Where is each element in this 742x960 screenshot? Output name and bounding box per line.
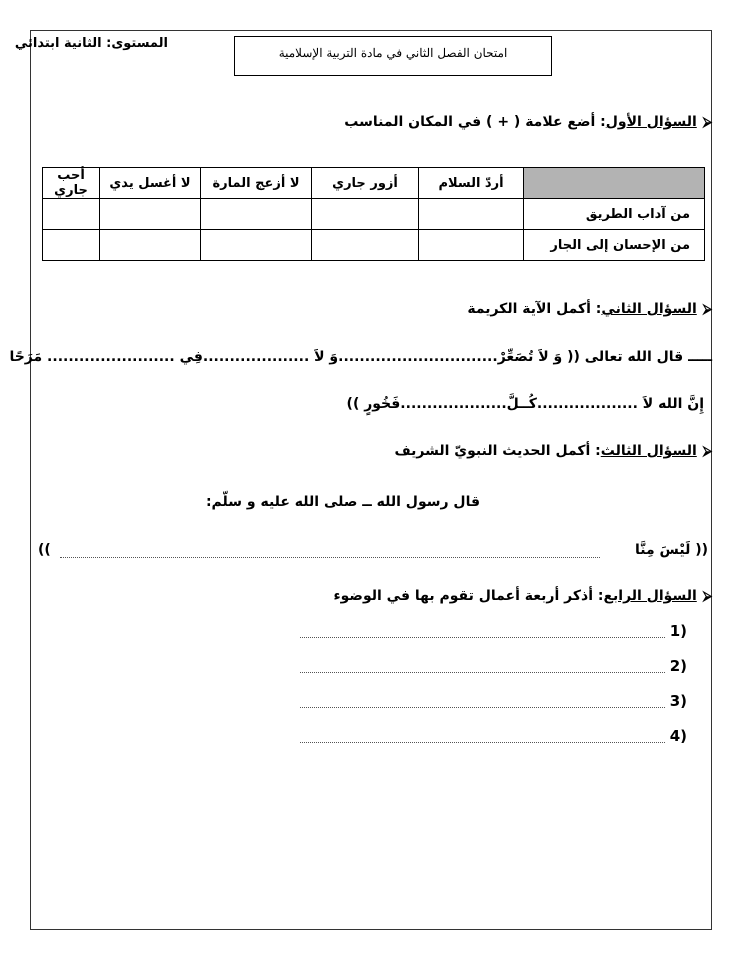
answer-number: 4)	[669, 727, 687, 745]
answer-cell[interactable]	[201, 230, 312, 261]
exam-title-box	[234, 36, 552, 76]
answer-cell[interactable]	[312, 199, 419, 230]
arrow-bullet-icon: ⮚	[702, 589, 712, 604]
question-3-label: السؤال الثالث	[600, 443, 697, 459]
answer-line[interactable]	[300, 693, 665, 708]
question-4-heading	[334, 588, 713, 604]
question-4-label: السؤال الرابع	[603, 588, 697, 604]
answer-line[interactable]	[300, 623, 665, 638]
hadith-end: ))	[38, 542, 51, 558]
answer-cell[interactable]	[43, 199, 100, 230]
student-level: المستوى: الثانية ابتدائي	[14, 36, 168, 51]
table-corner-cell	[524, 168, 705, 199]
question-4-instruction: : أذكر أربعة أعمال تقوم بها في الوضوء	[333, 588, 604, 604]
arrow-bullet-icon: ⮚	[702, 115, 712, 130]
arrow-bullet-icon: ⮚	[702, 444, 712, 459]
question-2-heading	[467, 301, 712, 317]
question-3-heading	[394, 443, 712, 459]
table-row	[43, 199, 705, 230]
question-1-instruction: : أضع علامة ( + ) في المكان المناسب	[344, 114, 606, 130]
table-row-label: من الإحسان إلى الجار	[524, 230, 705, 261]
table-row-label: من آداب الطريق	[524, 199, 705, 230]
question-3-instruction: : أكمل الحديث النبويّ الشريف	[394, 443, 601, 459]
answer-number: 1)	[669, 622, 687, 640]
table-header-row	[43, 168, 705, 199]
answer-cell[interactable]	[201, 199, 312, 230]
hadith-start: (( لَيْسَ مِنَّا	[635, 542, 708, 558]
question-2-label: السؤال الثاني	[601, 301, 697, 317]
arrow-bullet-icon: ⮚	[702, 302, 712, 317]
question-1-label: السؤال الأول	[605, 114, 697, 130]
answer-line[interactable]	[300, 658, 665, 673]
hadith-intro: قال رسول الله ــ صلى الله عليه و سلّم:	[205, 494, 480, 510]
answer-line[interactable]	[300, 728, 665, 743]
exam-title: امتحان الفصل الثاني في مادة التربية الإسلامية	[278, 46, 508, 60]
question-1-heading	[344, 114, 712, 130]
table-column-header: لا أغسل يدي	[100, 168, 201, 199]
table-column-header: أزور جاري	[312, 168, 419, 199]
table-row	[43, 230, 705, 261]
answer-cell[interactable]	[43, 230, 100, 261]
verse-line-1: ـــــ قال الله تعالى (( وَ لاَ تُصَعِّرْ..............................وَ لاَ ....................فِي ........................ مَرَحًا	[9, 349, 712, 365]
hadith-answer-line[interactable]	[60, 542, 600, 558]
question-2-instruction: : أكمل الآية الكريمة	[467, 301, 602, 317]
answer-cell[interactable]	[419, 199, 524, 230]
table-column-header: لا أزعج المارة	[201, 168, 312, 199]
answer-cell[interactable]	[419, 230, 524, 261]
answer-number: 2)	[669, 657, 687, 675]
answer-cell[interactable]	[100, 230, 201, 261]
verse-line-2: إِنَّ الله لاَ ...................كُــلَّ....................فَخُورٍ ))	[346, 396, 704, 412]
answer-table	[42, 167, 705, 261]
table-column-header: أردّ السلام	[419, 168, 524, 199]
answer-cell[interactable]	[312, 230, 419, 261]
table-column-header: أحب جاري	[43, 168, 100, 199]
page-border	[30, 30, 712, 930]
answer-number: 3)	[669, 692, 687, 710]
answer-cell[interactable]	[100, 199, 201, 230]
